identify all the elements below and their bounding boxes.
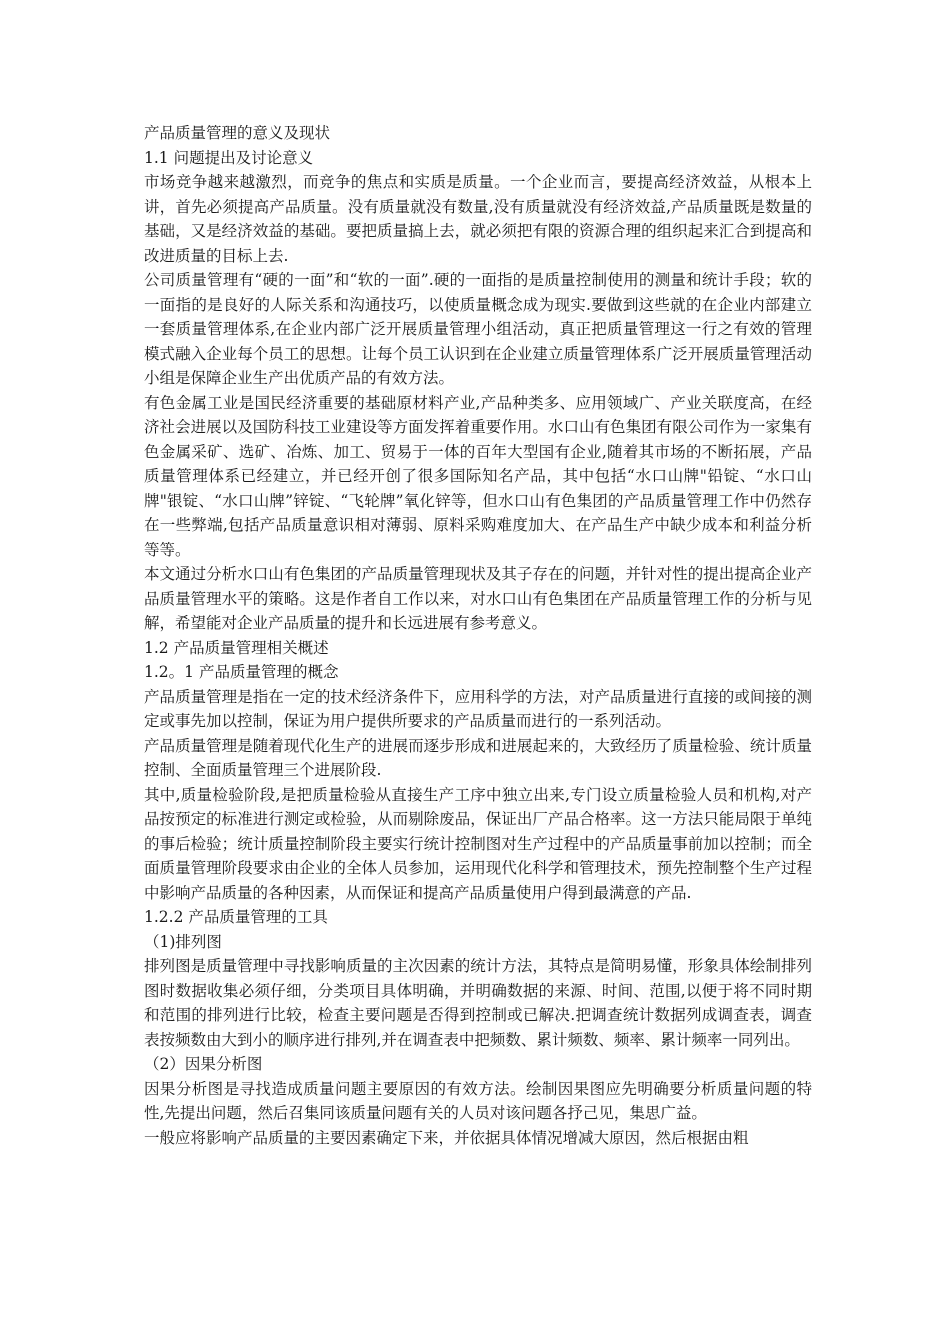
paragraph: 排列图是质量管理中寻找影响质量的主次因素的统计方法，其特点是简明易懂，形象具体绘制排列图时数据收集必须仔细，分类项目具体明确，并明确数据的来源、时间、范围,以便于将不同时期和范围的排列进行比较，检查主要问题是否得到控制或已解决.把调查统计数据列成调查表，调查表按频数由大到小的顺序进行排列,并在调查表中把频数、累计频数、频率、累计频率一同列出。 — [144, 957, 812, 1049]
subsection-heading: 1.2.2 产品质量管理的工具 — [144, 908, 328, 926]
paragraph: 产品质量管理是指在一定的技术经济条件下，应用科学的方法，对产品质量进行直接的或间接的测定或事先加以控制，保证为用户提供所要求的产品质量而进行的一系列活动。 — [144, 687, 812, 730]
paragraph: 一般应将影响产品质量的主要因素确定下来，并依据具体情况增减大原因，然后根据由粗 — [144, 1128, 749, 1147]
document-body — [144, 121, 812, 1150]
paragraph: 公司质量管理有“硬的一面”和“软的一面”.硬的一面指的是质量控制使用的测量和统计手段；软的一面指的是良好的人际关系和沟通技巧，以使质量概念成为现实.要做到这些就的在企业内部建立一套质量管理体系,在企业内部广泛开展质量管理小组活动，真正把质量管理这一行之有效的管理模式融入企业每个员工的思想。让每个员工认识到在企业建立质量管理体系广泛开展质量管理活动小组是保障企业生产出优质产品的有效方法。 — [144, 271, 812, 387]
section-heading: 1.1 问题提出及讨论意义 — [144, 148, 314, 167]
document-title: 产品质量管理的意义及现状 — [144, 124, 331, 142]
paragraph: 其中,质量检验阶段,是把质量检验从直接生产工序中独立出来,专门设立质量检验人员和机构,对产品按预定的标准进行测定或检验，从而剔除废品，保证出厂产品合格率。这一方法只能局限于单纯的事后检验；统计质量控制阶段主要实行统计控制图对生产过程中的产品质量事前加以控制；而全面质量管理阶段要求由企业的全体人员参加，运用现代化科学和管理技术，预先控制整个生产过程中影响产品质量的各种因素，从而保证和提高产品质量使用户得到最满意的产品. — [144, 785, 812, 902]
list-item-heading: （1)排列图 — [144, 932, 222, 951]
subsection-heading: 1.2。1 产品质量管理的概念 — [144, 663, 339, 681]
paragraph: 产品质量管理是随着现代化生产的进展而逐步形成和进展起来的，大致经历了质量检验、统计质量控制、全面质量管理三个进展阶段. — [144, 736, 812, 779]
paragraph: 市场竞争越来越激烈，而竞争的焦点和实质是质量。一个企业而言，要提高经济效益，从根本上讲，首先必须提高产品质量。没有质量就没有数量,没有质量就没有经济效益,产品质量既是数量的基础，又是经济效益的基础。要把质量搞上去，就必须把有限的资源合理的组织起来汇合到提高和改进质量的目标上去. — [144, 173, 812, 265]
paragraph: 因果分析图是寻找造成质量问题主要原因的有效方法。绘制因果图应先明确要分析质量问题的特性,先提出问题，然后召集同该质量问题有关的人员对该问题各抒己见，集思广益。 — [144, 1079, 812, 1122]
paragraph: 有色金属工业是国民经济重要的基础原材料产业,产品种类多、应用领域广、产业关联度高，在经济社会进展以及国防科技工业建设等方面发挥着重要作用。水口山有色集团有限公司作为一家集有色金属采矿、选矿、冶炼、加工、贸易于一体的百年大型国有企业,随着其市场的不断拓展，产品质量管理体系已经建立，并已经开创了很多国际知名产品，其中包括“水口山牌"铅锭、“水口山牌"银锭、“水口山牌”锌锭、“飞轮牌”氧化锌等，但水口山有色集团的产品质量管理工作中仍然存在一些弊端,包括产品质量意识相对薄弱、原料采购难度加大、在产品生产中缺少成本和利益分析等等。 — [144, 393, 812, 559]
paragraph: 本文通过分析水口山有色集团的产品质量管理现状及其子存在的问题，并针对性的提出提高企业产品质量管理水平的策略。这是作者自工作以来，对水口山有色集团在产品质量管理工作的分析与见解，希望能对企业产品质量的提升和长远进展有参考意义。 — [144, 565, 812, 632]
section-heading: 1.2 产品质量管理相关概述 — [144, 638, 329, 657]
list-item-heading: （2）因果分析图 — [144, 1055, 263, 1073]
